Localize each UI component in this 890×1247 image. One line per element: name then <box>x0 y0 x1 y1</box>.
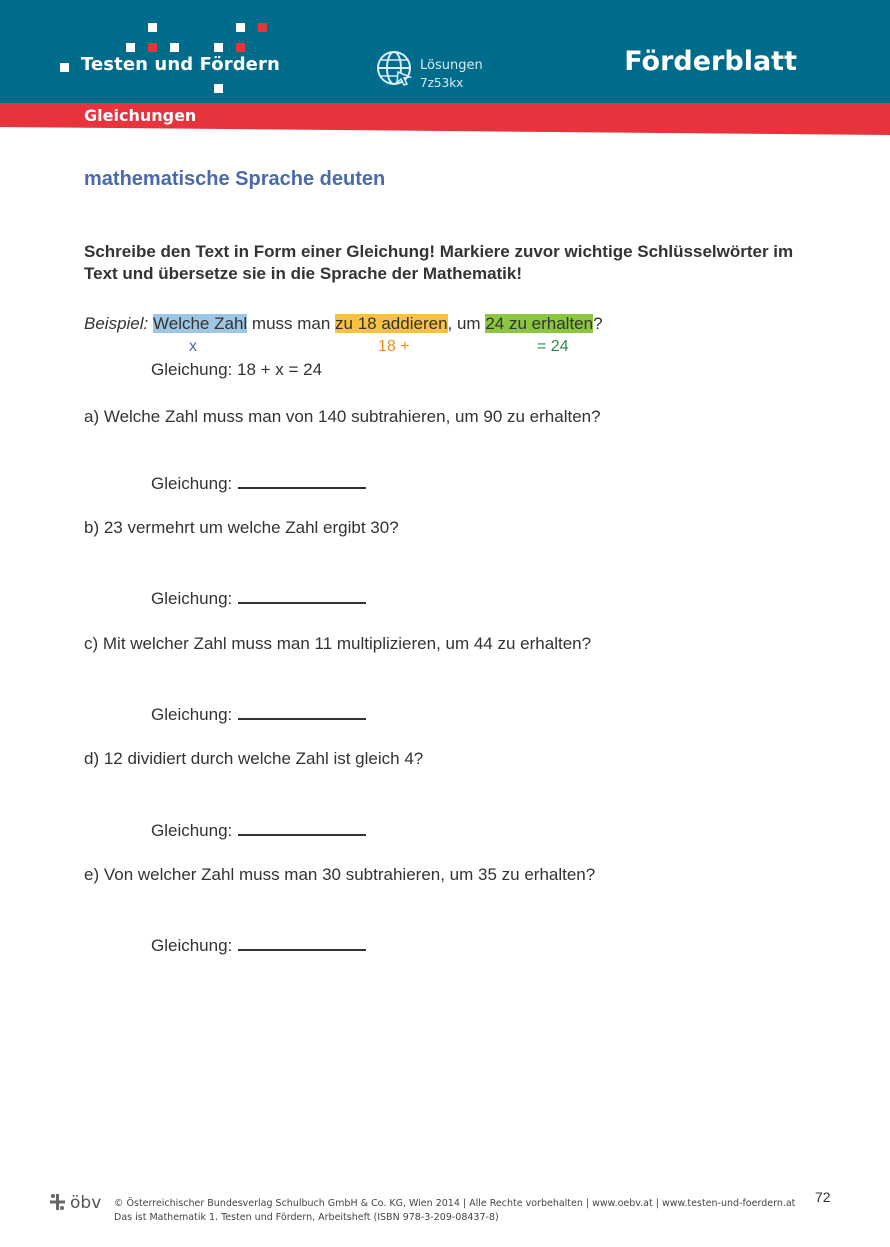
equation-label: Gleichung: <box>151 821 233 840</box>
instruction-text: Schreibe den Text in Form einer Gleichung! Markiere zuvor wichtige Schlüsselwörter im Text und übersetze sie in die Sprache der Mathematik! <box>84 242 794 283</box>
equation-label: Gleichung: <box>151 705 233 724</box>
equation-d <box>151 819 366 841</box>
solutions-code[interactable]: 7z53kx <box>420 76 464 90</box>
example-text-2: , um <box>447 314 486 333</box>
task-e: e) Von welcher Zahl muss man 30 subtrahieren, um 35 zu erhalten? <box>84 865 596 884</box>
task-b: b) 23 vermehrt um welche Zahl ergibt 30? <box>84 518 399 537</box>
example-label: Beispiel: <box>84 314 149 333</box>
answer-blank-a[interactable] <box>238 472 366 489</box>
highlight-operation: zu 18 addieren <box>335 314 448 333</box>
example-sentence <box>84 314 603 334</box>
publisher-logo <box>50 1192 110 1212</box>
task-c: c) Mit welcher Zahl muss man 11 multiplizieren, um 44 zu erhalten? <box>84 634 592 653</box>
equation-label: Gleichung: <box>151 936 233 955</box>
globe-icon[interactable] <box>376 50 412 86</box>
translation-result: = 24 <box>537 338 569 355</box>
highlight-unknown: Welche Zahl <box>153 314 248 333</box>
topic-title: Gleichungen <box>84 106 197 125</box>
task-a: a) Welche Zahl muss man von 140 subtrahieren, um 90 zu erhalten? <box>84 407 601 426</box>
translation-operation: 18 + <box>378 338 410 355</box>
example-text-1: muss man <box>247 314 336 333</box>
highlight-result: 24 zu erhalten <box>485 314 594 333</box>
footer-copyright: © Österreichischer Bundesverlag Schulbuch GmbH & Co. KG, Wien 2014 | Alle Rechte vorbehalten | www.oebv.at | www.testen-und-foerdern.at <box>114 1198 796 1209</box>
answer-blank-d[interactable] <box>238 819 366 836</box>
footer-source: Das ist Mathematik 1. Testen und Fördern, Arbeitsheft (ISBN 978-3-209-08437-8) <box>114 1212 499 1223</box>
section-subtitle: mathematische Sprache deuten <box>84 168 386 190</box>
page-number: 72 <box>815 1189 831 1205</box>
equation-label: Gleichung: <box>151 589 233 608</box>
publisher-logo-text: öbv <box>70 1193 102 1212</box>
translation-unknown: x <box>189 338 197 355</box>
solutions-label[interactable]: Lösungen <box>420 58 483 73</box>
task-d: d) 12 dividiert durch welche Zahl ist gleich 4? <box>84 749 424 768</box>
equation-e <box>151 934 366 956</box>
equation-c <box>151 703 366 725</box>
equation-a <box>151 472 366 494</box>
example-end: ? <box>593 314 603 333</box>
answer-blank-c[interactable] <box>238 703 366 720</box>
brand-name: Testen und Fördern <box>81 54 280 75</box>
sheet-title: Förderblatt <box>624 46 797 77</box>
equation-label: Gleichung: <box>151 474 233 493</box>
answer-blank-e[interactable] <box>238 934 366 951</box>
equation-b <box>151 587 366 609</box>
answer-blank-b[interactable] <box>238 587 366 604</box>
example-equation: Gleichung: 18 + x = 24 <box>151 360 323 379</box>
